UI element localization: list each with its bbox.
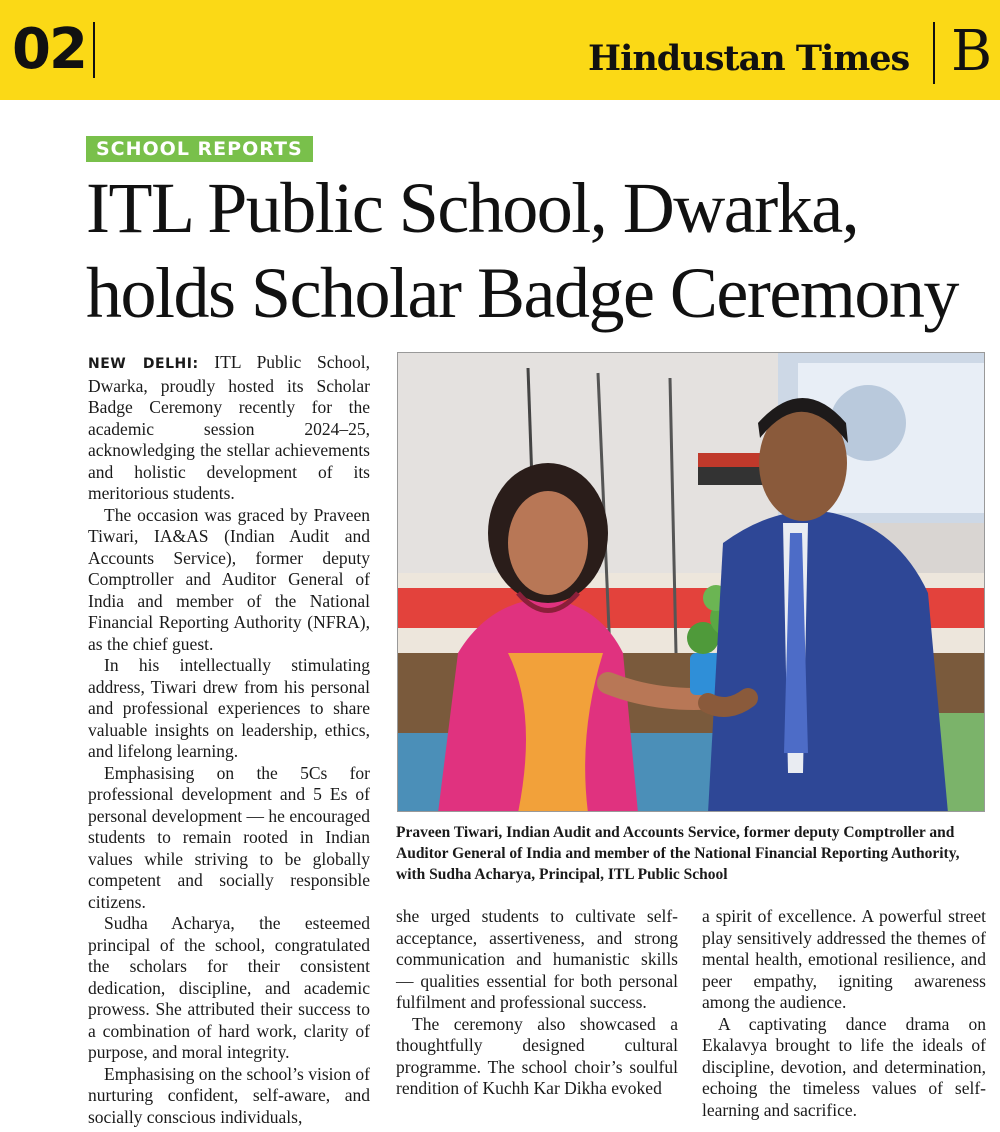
article-paragraph <box>88 352 370 505</box>
dateline: NEW DELHI: <box>88 356 199 372</box>
article-paragraph: Emphasising on the school’s vision of nurturing confident, self-aware, and socially conscious individuals, <box>88 1063 370 1127</box>
article-paragraph: Sudha Acharya, the esteemed principal of the school, congratulated the scholars for their consistent dedication, discipline, and academic prowess. She attributed their success to a combination of hard work, clarity of purpose, and moral integrity. <box>88 913 370 1062</box>
article-column-3 <box>702 906 986 1121</box>
masthead-logo: Hindustan Times <box>588 38 910 79</box>
article-paragraph: A captivating dance drama on Ekalavya brought to life the ideals of discipline, devotion, and determination, echoing the timeless values of self-learning and sacrifice. <box>702 1013 986 1120</box>
article-paragraph: she urged students to cultivate self-acceptance, assertiveness, and strong communication and humanistic skills — qualities essential for both personal fulfilment and professional success. <box>396 906 678 1012</box>
header-divider-right <box>933 22 935 84</box>
article-paragraph: Emphasising on the 5Cs for professional development and 5 Es of personal development — he encouraged students to remain rooted in Indian values while striving to be globally competent and socially responsible citizens. <box>88 762 370 912</box>
section-letter: B <box>951 19 993 84</box>
photo-caption: Praveen Tiwari, Indian Audit and Accounts Service, former deputy Comptroller and Auditor General of India and member of the National Financial Reporting Authority, with Sudha Acharya, Principal, ITL Public School <box>396 824 960 883</box>
article-column-2 <box>396 906 678 1100</box>
section-kicker: SCHOOL REPORTS <box>86 136 313 162</box>
article-paragraph: In his intellectually stimulating address, Tiwari drew from his personal and professional experiences to share valuable insights on leadership, ethics, and lifelong learning. <box>88 655 370 761</box>
header-bar <box>0 0 1000 100</box>
article-paragraph: a spirit of excellence. A powerful street play sensitively addressed the themes of mental health, emotional resilience, and peer empathy, igniting awareness among the audience. <box>702 906 986 1012</box>
page-number: 02 <box>12 17 86 82</box>
article-paragraph: The ceremony also showcased a thoughtfully designed cultural programme. The school choir’s soulful rendition of Kuchh Kar Dikha evoked <box>396 1013 678 1098</box>
header-divider-left <box>93 22 95 78</box>
lead-text: ITL Public School, Dwarka, proudly hosted its Scholar Badge Ceremony recently for the academic session 2024–25, acknowledging the stellar achievements and holistic development of its meritorious students. <box>88 352 370 503</box>
article-photo <box>397 352 985 812</box>
article-paragraph: The occasion was graced by Praveen Tiwari, IA&AS (Indian Audit and Accounts Service), former deputy Comptroller and Auditor General of India and member of the National Financial Reporting Authority (NFRA), as the chief guest. <box>88 504 370 654</box>
article-column-1 <box>88 352 370 1128</box>
article-headline: ITL Public School, Dwarka, holds Scholar Badge Ceremony <box>86 168 958 333</box>
